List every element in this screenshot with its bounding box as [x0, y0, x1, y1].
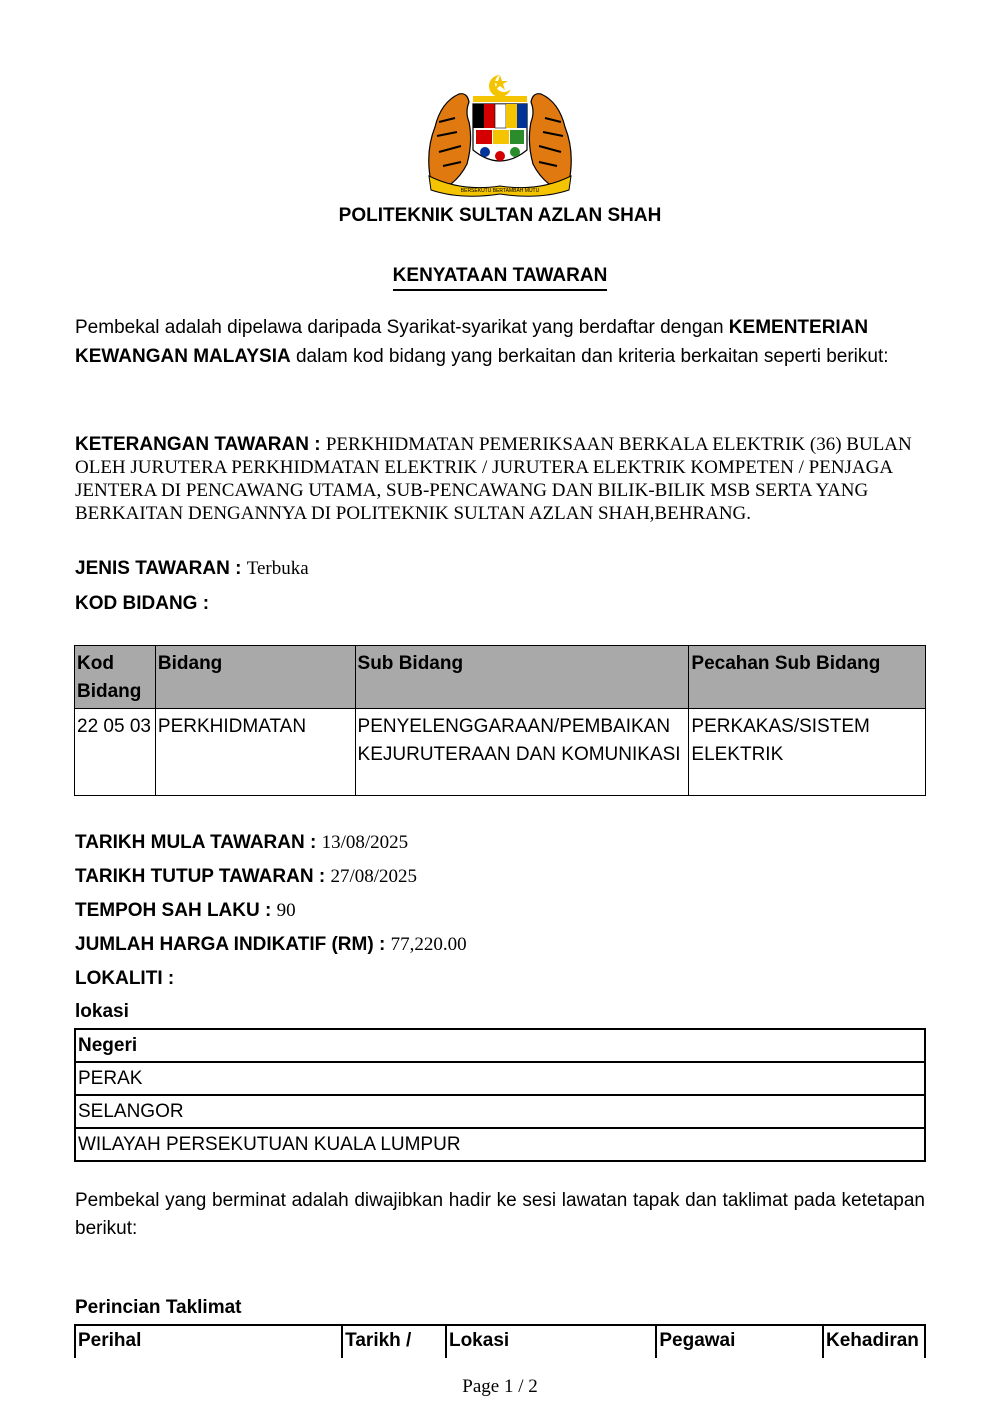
cell-kod-bidang: 22 05 03	[75, 709, 156, 796]
table-row	[75, 1095, 925, 1128]
locality-label: LOKALITI :	[75, 968, 175, 989]
field-code-label: KOD BIDANG :	[75, 593, 210, 614]
location-label: lokasi	[75, 1001, 129, 1022]
col-header-pecahan-sub-bidang: Pecahan Sub Bidang	[689, 646, 926, 709]
cell-pecahan-sub-bidang: PERKAKAS/SISTEM ELEKTRIK	[689, 709, 926, 796]
title-wrapper	[0, 264, 1000, 291]
start-date-row	[75, 831, 408, 855]
briefing-table	[74, 1324, 926, 1358]
intro-ministry: KEMENTERIAN KEWANGAN MALAYSIA	[75, 317, 869, 367]
indicative-price-label: JUMLAH HARGA INDIKATIF (RM) :	[75, 934, 391, 955]
table-row	[75, 709, 926, 796]
cell-bidang: PERKHIDMATAN	[155, 709, 355, 796]
col-header-sub-bidang: Sub Bidang	[355, 646, 689, 709]
close-date-label: TARIKH TUTUP TAWARAN :	[75, 866, 331, 887]
organization-name: POLITEKNIK SULTAN AZLAN SHAH	[338, 205, 662, 226]
document-title: KENYATAAN TAWARAN	[393, 264, 608, 291]
briefing-details-label: Perincian Taklimat	[75, 1297, 242, 1318]
col-header-pegawai: Pegawai	[656, 1325, 823, 1358]
table-row	[75, 1128, 925, 1161]
col-header-kod-bidang: Kod Bidang	[75, 646, 156, 709]
briefing-paragraph: Pembekal yang berminat adalah diwajibkan hadir ke sesi lawatan tapak dan taklimat pada ketetapan berikut:	[75, 1190, 925, 1239]
location-table	[74, 1028, 926, 1162]
offer-description	[75, 433, 925, 525]
location-row	[75, 1000, 129, 1024]
locality-row	[75, 967, 174, 991]
offer-type-label: JENIS TAWARAN :	[75, 558, 247, 579]
close-date-value: 27/08/2025	[330, 866, 417, 887]
coat-of-arms-emblem	[421, 72, 579, 197]
validity-row	[75, 899, 296, 923]
col-header-kehadiran: Kehadiran	[823, 1325, 925, 1358]
svg-text:BERSEKUTU BERTAMBAH MUTU: BERSEKUTU BERTAMBAH MUTU	[460, 188, 540, 194]
intro-text-2: dalam kod bidang yang berkaitan dan kriteria berkaitan seperti berikut:	[290, 346, 889, 367]
indicative-price-value: 77,220.00	[390, 934, 467, 955]
state-cell: WILAYAH PERSEKUTUAN KUALA LUMPUR	[75, 1128, 925, 1161]
intro-text-1: Pembekal adalah dipelawa daripada Syarikat-syarikat yang berdaftar dengan	[75, 317, 729, 338]
indicative-price-row	[75, 933, 467, 957]
field-code-row	[75, 592, 209, 616]
col-header-negeri: Negeri	[75, 1029, 925, 1062]
table-header-row	[75, 1029, 925, 1062]
col-header-tarikh: Tarikh /	[342, 1325, 446, 1358]
validity-label: TEMPOH SAH LAKU :	[75, 900, 277, 921]
start-date-label: TARIKH MULA TAWARAN :	[75, 832, 322, 853]
col-header-bidang: Bidang	[155, 646, 355, 709]
table-header-row	[75, 1325, 925, 1358]
offer-description-label: KETERANGAN TAWARAN :	[75, 434, 326, 455]
state-cell: SELANGOR	[75, 1095, 925, 1128]
state-cell: PERAK	[75, 1062, 925, 1095]
close-date-row	[75, 865, 417, 889]
field-code-table	[74, 645, 926, 796]
offer-type-row	[75, 557, 309, 581]
offer-description-value: PERKHIDMATAN PEMERIKSAAN BERKALA ELEKTRIK (36) BULAN OLEH JURUTERA PERKHIDMATAN ELEKTRIK / JURUTERA ELEKTRIK KOMPETEN / PENJAGA JENTERA DI PENCAWANG UTAMA, SUB-PENCAWANG DAN BILIK-BILIK MSB SERTA YANG BERKAITAN DENGANNYA DI POLITEKNIK SULTAN AZLAN SHAH,BEHRANG.	[75, 434, 912, 524]
intro-paragraph	[75, 313, 925, 371]
page-number: Page 1 / 2	[462, 1376, 538, 1397]
table-header-row	[75, 646, 926, 709]
table-row	[75, 1062, 925, 1095]
cell-sub-bidang: PENYELENGGARAAN/PEMBAIKAN KEJURUTERAAN DAN KOMUNIKASI	[355, 709, 689, 796]
col-header-perihal: Perihal	[75, 1325, 342, 1358]
validity-value: 90	[276, 900, 296, 921]
start-date-value: 13/08/2025	[321, 832, 409, 853]
col-header-lokasi: Lokasi	[446, 1325, 656, 1358]
offer-type-value: Terbuka	[246, 558, 309, 579]
